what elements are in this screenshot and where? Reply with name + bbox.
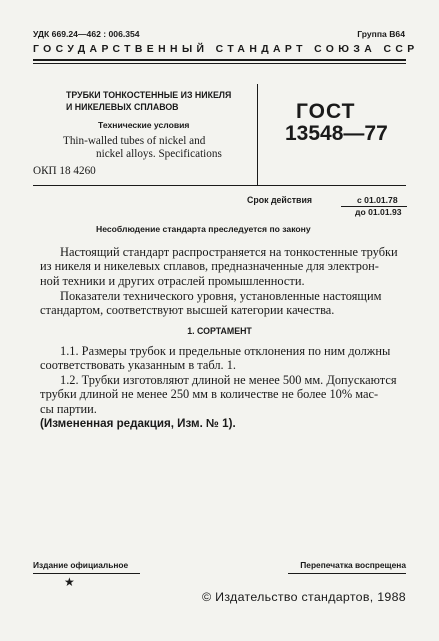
- header-rule-top: [33, 59, 406, 61]
- text-line: из никеля и никелевых сплавов, предназначенные для электрон-: [40, 259, 379, 274]
- footer-rule-right: [288, 573, 406, 574]
- validity-label: Срок действия: [247, 195, 312, 205]
- okp-code: ОКП 18 4260: [33, 165, 96, 177]
- section-paragraph-1-2: [40, 373, 405, 416]
- reprint-prohibited: Перепечатка воспрещена: [300, 560, 406, 570]
- standard-banner: ГОСУДАРСТВЕННЫЙ СТАНДАРТ СОЮЗА ССР: [33, 44, 419, 55]
- section-heading: 1. СОРТАМЕНТ: [187, 326, 252, 336]
- intro-paragraph-1: [40, 245, 405, 288]
- title-line-1: ТРУБКИ ТОНКОСТЕННЫЕ ИЗ НИКЕЛЯ: [66, 90, 232, 100]
- law-warning: Несоблюдение стандарта преследуется по закону: [96, 224, 311, 234]
- gost-label: ГОСТ: [296, 100, 356, 123]
- title-line-2: И НИКЕЛЕВЫХ СПЛАВОВ: [66, 102, 179, 112]
- text-line: соответствовать указанным в табл. 1.: [40, 358, 237, 373]
- text-line: сы партии.: [40, 401, 97, 416]
- intro-paragraph-2: [40, 289, 405, 318]
- text-line: Показатели технического уровня, установленные настоящим: [60, 289, 382, 303]
- validity-to: до 01.01.93: [355, 207, 402, 217]
- title-rule-bottom: [33, 185, 406, 186]
- group-code: Группа В64: [357, 29, 405, 39]
- text-line: ной техники и других отраслей промышленности.: [40, 273, 305, 288]
- amendment-note: (Измененная редакция, Изм. № 1).: [40, 417, 236, 430]
- title-english-line-1: Thin-walled tubes of nickel and: [63, 135, 206, 147]
- gost-number: 13548—77: [285, 122, 388, 145]
- text-line: Настоящий стандарт распространяется на тонкостенные трубки: [60, 245, 398, 259]
- section-paragraph-1-1: [40, 344, 405, 373]
- text-line: 1.2. Трубки изготовляют длиной не менее 500 мм. Допускаются: [60, 373, 397, 387]
- title-english-line-2: nickel alloys. Specifications: [96, 148, 222, 160]
- official-edition: Издание официальное: [33, 560, 129, 570]
- footer-rule-left: [33, 573, 140, 574]
- text-line: трубки длиной не менее 250 мм в количестве не более 10% мас-: [40, 387, 379, 402]
- validity-from: с 01.01.78: [357, 195, 398, 205]
- udk-code: УДК 669.24—462 : 006.354: [33, 29, 140, 39]
- title-divider: [257, 84, 258, 185]
- text-line: 1.1. Размеры трубок и предельные отклонения по ним должны: [60, 344, 391, 358]
- text-line: стандартом, соответствуют высшей категории качества.: [40, 303, 335, 318]
- header-rule-bottom: [33, 63, 406, 64]
- publisher-copyright: © Издательство стандартов, 1988: [201, 590, 406, 604]
- title-subtitle: Технические условия: [98, 120, 190, 130]
- star-icon: ★: [64, 575, 75, 589]
